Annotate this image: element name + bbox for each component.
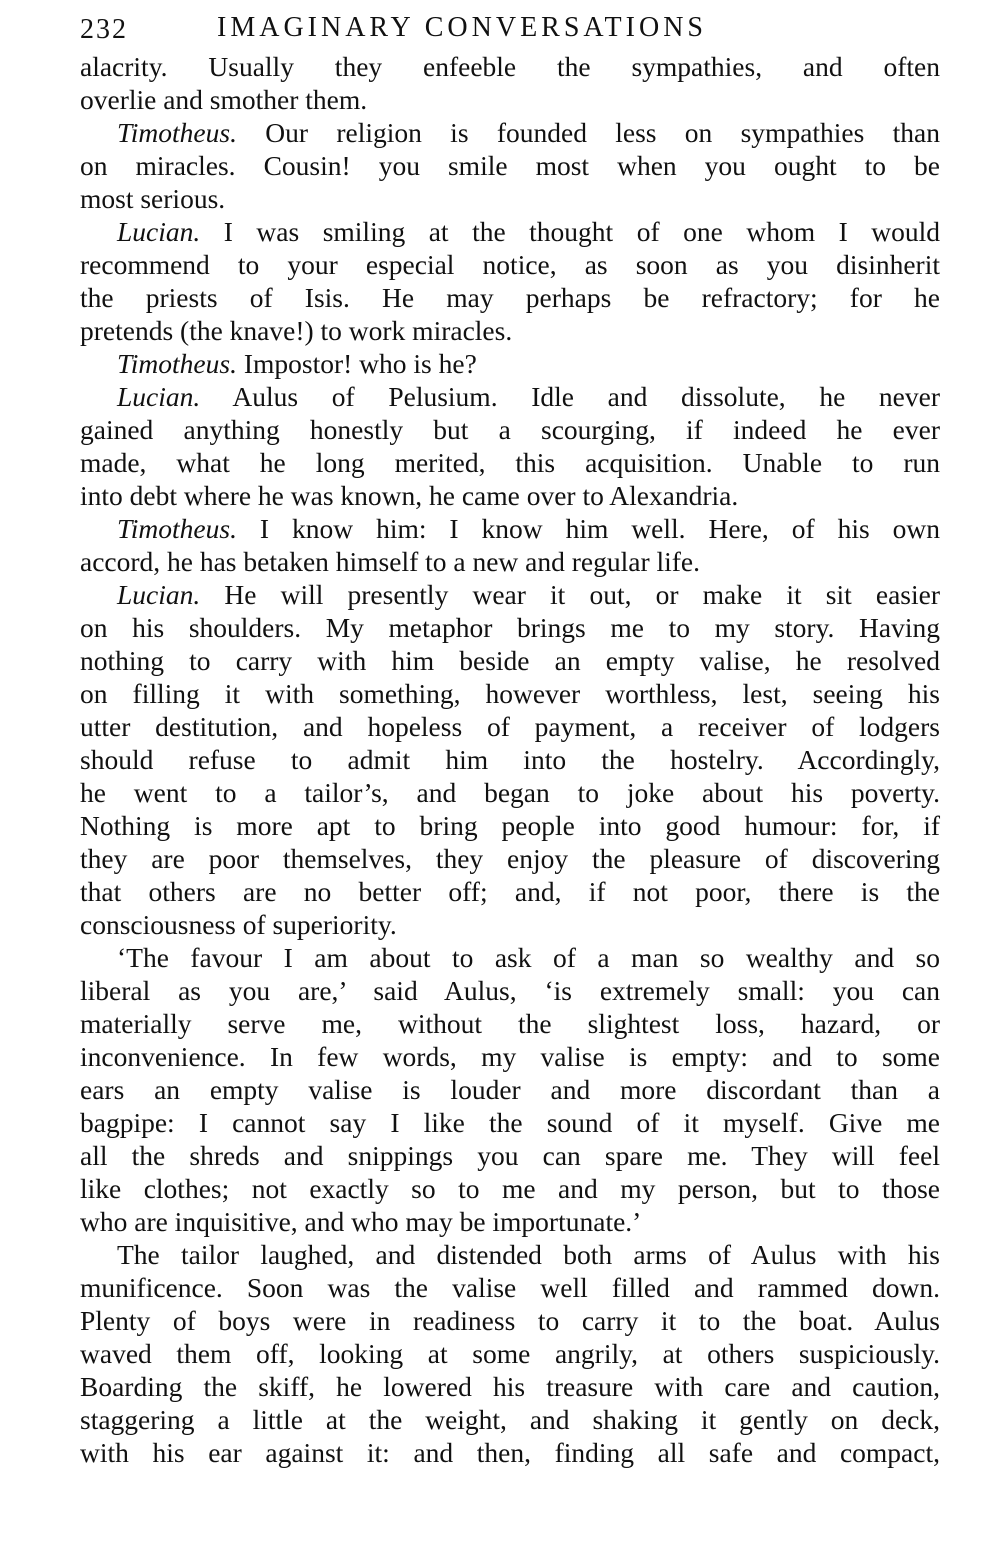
line-text: Our religion is founded less on sympathies than [236,117,940,148]
body-text [80,50,940,1469]
text-line [80,479,940,512]
line-text: gained anything honestly but a scourging, if indeed he ever [80,414,940,445]
line-text: all the shreds and snippings you can spare me. They will feel [80,1140,940,1171]
line-text: they are poor themselves, they enjoy the pleasure of discovering [80,843,940,874]
line-text: materially serve me, without the slightest loss, hazard, or [80,1008,940,1039]
line-text: I was smiling at the thought of one whom I would [200,216,940,247]
text-line [80,512,940,545]
line-text: staggering a little at the weight, and shaking it gently on deck, [80,1404,940,1435]
text-line [80,809,940,842]
text-line [80,1205,940,1238]
line-text: most serious. [80,183,226,214]
text-line [80,644,940,677]
line-text: into debt where he was known, he came over to Alexandria. [80,480,739,511]
line-text: on filling it with something, however worthless, lest, seeing his [80,678,940,709]
line-text: should refuse to admit him into the hostelry. Accordingly, [80,744,940,775]
line-text: bagpipe: I cannot say I like the sound of it myself. Give me [80,1107,940,1138]
text-line [80,941,940,974]
page-header [80,0,940,50]
line-text: like clothes; not exactly so to me and my person, but to those [80,1173,940,1204]
line-text: inconvenience. In few words, my valise is empty: and to some [80,1041,940,1072]
text-line [80,1007,940,1040]
text-line [80,1370,940,1403]
text-line [80,1106,940,1139]
line-text: that others are no better off; and, if not poor, there is the [80,876,940,907]
line-text: overlie and smother them. [80,84,368,115]
text-line [80,1040,940,1073]
text-line [80,1304,940,1337]
text-line [80,446,940,479]
text-line [80,1073,940,1106]
line-text: he went to a tailor’s, and began to joke about his poverty. [80,777,940,808]
text-line [80,776,940,809]
text-line [80,908,940,941]
text-line [80,215,940,248]
line-text: on his shoulders. My metaphor brings me to my story. Having [80,612,940,643]
line-text: consciousness of superiority. [80,909,397,940]
text-line [80,380,940,413]
text-line [80,1403,940,1436]
line-text: Nothing is more apt to bring people into good humour: for, if [80,810,940,841]
line-text: recommend to your especial notice, as soon as you disinherit [80,249,940,280]
speaker-name: Timotheus. [117,513,237,544]
speaker-name: Timotheus. [117,348,237,379]
text-line [80,149,940,182]
text-line [80,182,940,215]
text-line [80,50,940,83]
running-title: IMAGINARY CONVERSATIONS [217,12,707,43]
line-text: Boarding the skiff, he lowered his treasure with care and caution, [80,1371,940,1402]
text-line [80,413,940,446]
text-line [80,842,940,875]
page-number: 232 [80,14,128,45]
line-text: I know him: I know him well. Here, of his own [236,513,940,544]
speaker-name: Lucian. [117,579,201,610]
line-text: utter destitution, and hopeless of payment, a receiver of lodgers [80,711,940,742]
text-line [80,83,940,116]
line-text: He will presently wear it out, or make it sit easier [200,579,940,610]
line-text: The tailor laughed, and distended both arms of Aulus with his [117,1239,940,1270]
speaker-name: Lucian. [117,381,201,412]
line-text: Aulus of Pelusium. Idle and dissolute, he never [200,381,940,412]
line-text: Impostor! who is he? [236,348,477,379]
line-text: alacrity. Usually they enfeeble the sympathies, and often [80,51,940,82]
speaker-name: Lucian. [117,216,201,247]
speaker-name: Timotheus. [117,117,237,148]
line-text: on miracles. Cousin! you smile most when you ought to be [80,150,940,181]
line-text: waved them off, looking at some angrily, at others suspiciously. [80,1338,940,1369]
line-text: who are inquisitive, and who may be importunate.’ [80,1206,642,1237]
text-line [80,1172,940,1205]
text-line [80,1238,940,1271]
text-line [80,743,940,776]
text-line [80,1337,940,1370]
text-line [80,1139,940,1172]
line-text: pretends (the knave!) to work miracles. [80,315,513,346]
text-line [80,248,940,281]
line-text: munificence. Soon was the valise well filled and rammed down. [80,1272,940,1303]
line-text: Plenty of boys were in readiness to carry it to the boat. Aulus [80,1305,940,1336]
text-line [80,578,940,611]
line-text: ears an empty valise is louder and more discordant than a [80,1074,940,1105]
text-line [80,1436,940,1469]
text-line [80,545,940,578]
line-text: liberal as you are,’ said Aulus, ‘is extremely small: you can [80,975,940,1006]
text-line [80,347,940,380]
line-text: ‘The favour I am about to ask of a man so wealthy and so [117,942,940,973]
text-line [80,710,940,743]
text-line [80,116,940,149]
line-text: nothing to carry with him beside an empty valise, he resolved [80,645,940,676]
text-line [80,314,940,347]
text-line [80,611,940,644]
text-line [80,875,940,908]
line-text: with his ear against it: and then, finding all safe and compact, [80,1437,940,1468]
text-line [80,281,940,314]
text-line [80,1271,940,1304]
line-text: accord, he has betaken himself to a new and regular life. [80,546,701,577]
line-text: made, what he long merited, this acquisition. Unable to run [80,447,940,478]
line-text: the priests of Isis. He may perhaps be refractory; for he [80,282,940,313]
text-line [80,677,940,710]
book-page [80,0,940,1469]
text-line [80,974,940,1007]
